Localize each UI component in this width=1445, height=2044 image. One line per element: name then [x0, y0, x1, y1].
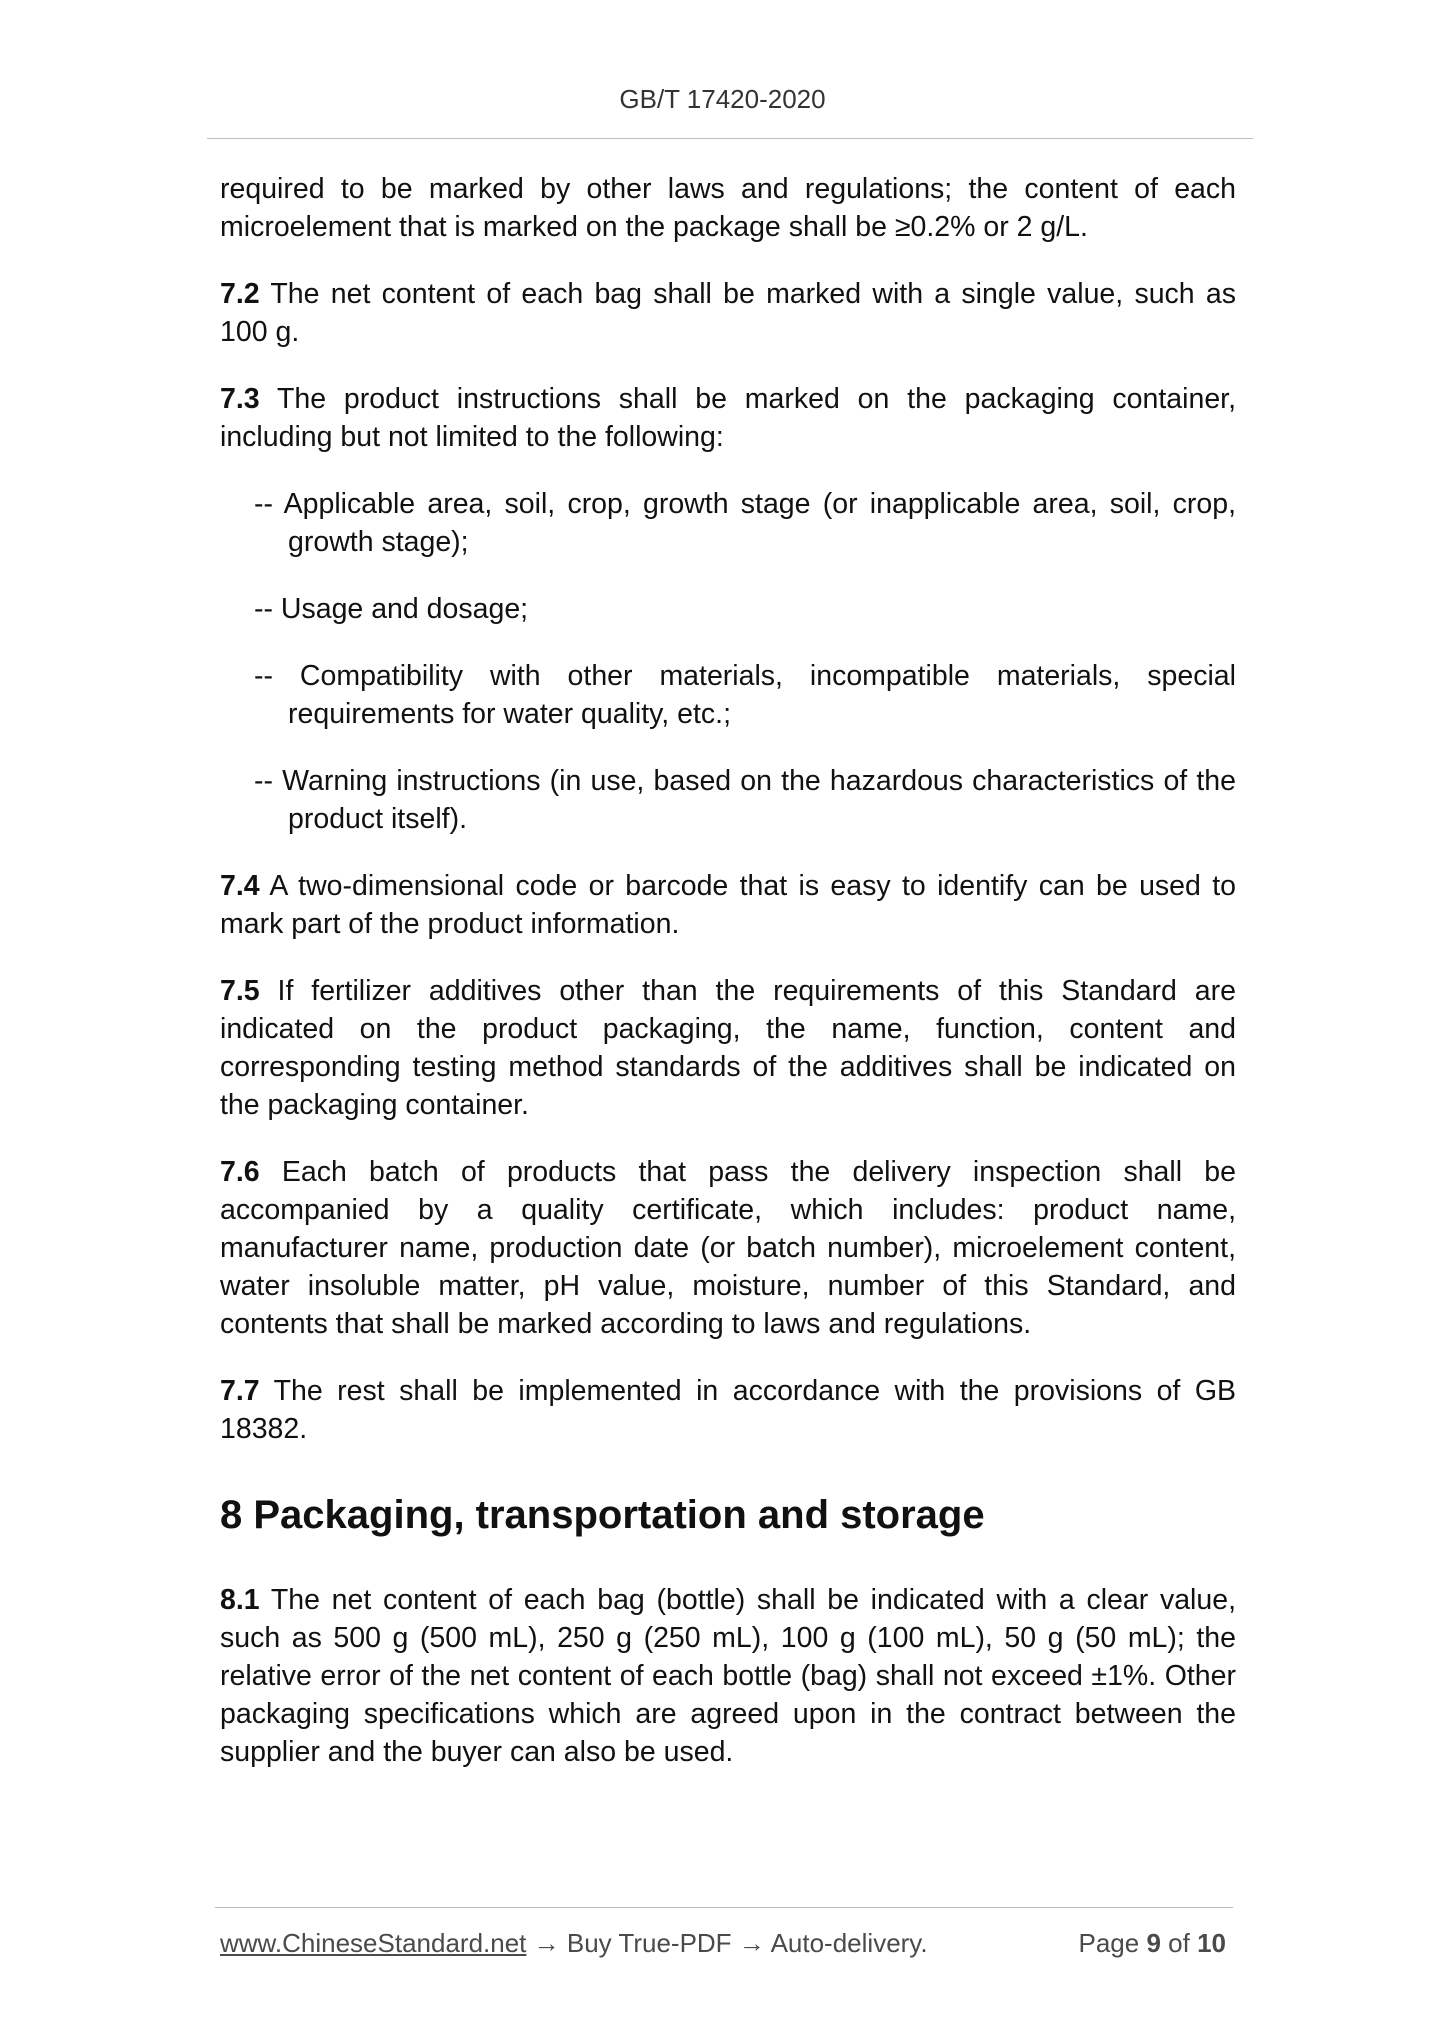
- clause-text: A two-dimensional code or barcode that is easy to identify can be used to mark part of the product information.: [220, 870, 1236, 940]
- document-code: GB/T 17420-2020: [619, 84, 826, 114]
- clause-text: Each batch of products that pass the delivery inspection shall be accompanied by a quality certificate, which includes: product name, manufacturer name, production date (or batch number), microelement content, water insoluble matter, pH value, moisture, number of this Standard, and contents that shall be marked according to laws and regulations.: [220, 1156, 1236, 1340]
- clause-text: The net content of each bag (bottle) shall be indicated with a clear value, such as 500 g (500 mL), 250 g (250 mL), 100 g (100 mL), 50 g (50 mL); the relative error of the net content of each bottle (bag) shall not exceed ±1%. Other packaging specifications which are agreed upon in the contract between the supplier and the buyer can also be used.: [220, 1584, 1237, 1768]
- clause-number: 7.4: [220, 870, 260, 902]
- clause-text: The product instructions shall be marked on the packaging container, including but not limited to the following:: [220, 383, 1237, 453]
- clause-7-2: [220, 275, 1236, 351]
- clause-7-3: [220, 380, 1236, 456]
- clause-number: 7.2: [220, 278, 260, 310]
- clause-number: 7.7: [220, 1375, 260, 1407]
- clause-number: 8.1: [220, 1584, 260, 1616]
- list-item: [254, 485, 1236, 561]
- clause-8-1: [220, 1581, 1236, 1771]
- clause-number: 7.3: [220, 383, 260, 415]
- paragraph-text: required to be marked by other laws and regulations; the content of each microelement that is marked on the package shall be ≥0.2% or 2 g/L.: [220, 173, 1236, 243]
- current-page-number: 9: [1146, 1928, 1161, 1958]
- clause-text: If fertilizer additives other than the requirements of this Standard are indicated on the product packaging, the name, function, content and corresponding testing method standards of the additives shall be indicated on the packaging container.: [220, 975, 1236, 1121]
- continued-paragraph: [220, 170, 1236, 246]
- list-item: [254, 590, 1236, 628]
- page-footer: [220, 1928, 1226, 1964]
- total-pages-number: 10: [1197, 1928, 1226, 1958]
- list-item: [254, 762, 1236, 838]
- clause-7-6: [220, 1153, 1236, 1343]
- clause-7-5: [220, 972, 1236, 1124]
- list-item-text: -- Warning instructions (in use, based on the hazardous characteristics of the product itself).: [254, 765, 1236, 835]
- footer-divider: [215, 1907, 1233, 1908]
- website-link[interactable]: www.ChineseStandard.net: [220, 1928, 527, 1958]
- list-item: [254, 657, 1236, 733]
- page-of-label: of: [1168, 1928, 1190, 1958]
- footer-promo-text: → Buy True-PDF → Auto-delivery.: [526, 1928, 928, 1958]
- clause-number: 7.6: [220, 1156, 260, 1188]
- list-item-text: -- Applicable area, soil, crop, growth stage (or inapplicable area, soil, crop, growth stage);: [254, 488, 1236, 558]
- list-item-text: -- Compatibility with other materials, incompatible materials, special requirements for water quality, etc.;: [254, 660, 1236, 730]
- clause-number: 7.5: [220, 975, 260, 1007]
- section-8-heading: 8 Packaging, transportation and storage: [220, 1493, 985, 1537]
- clause-7-4: [220, 867, 1236, 943]
- list-item-text: -- Usage and dosage;: [254, 593, 529, 625]
- footer-promo: [220, 1928, 928, 1959]
- clause-text: The rest shall be implemented in accordance with the provisions of GB 18382.: [220, 1375, 1237, 1445]
- clause-7-7: [220, 1372, 1236, 1448]
- clause-text: The net content of each bag shall be marked with a single value, such as 100 g.: [220, 278, 1237, 348]
- page-header: [0, 84, 1445, 115]
- header-divider: [207, 138, 1253, 139]
- document-body: [220, 170, 1236, 1800]
- page-label: Page: [1078, 1928, 1140, 1958]
- page-indicator: [1078, 1928, 1226, 1959]
